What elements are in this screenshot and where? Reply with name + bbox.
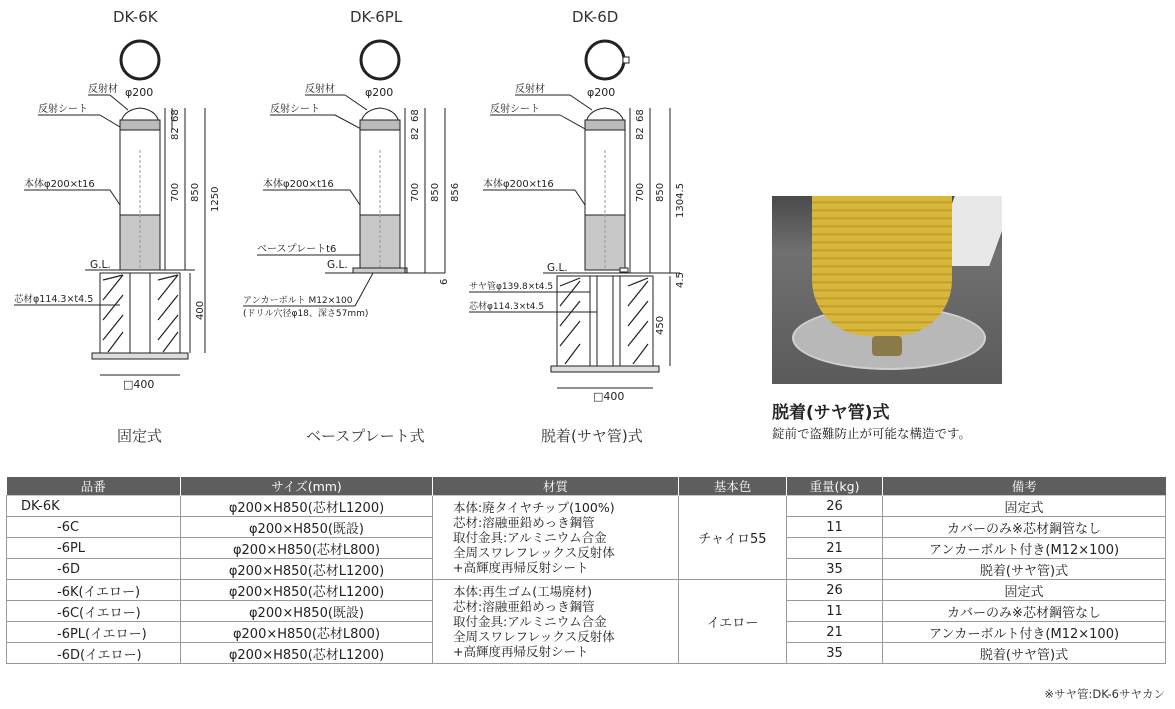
cell-note: 脱着(サヤ管)式 xyxy=(883,559,1166,580)
cell-note: カバーのみ※芯材鋼管なし xyxy=(883,601,1166,622)
dim-68: 68 xyxy=(410,109,421,122)
dim-400: 400 xyxy=(195,300,206,320)
cell-code: -6D(イエロー) xyxy=(7,643,181,664)
header-material: 材質 xyxy=(433,477,679,496)
label-body: 本体φ200×t16 xyxy=(24,179,95,190)
dim-700: 700 xyxy=(635,182,646,202)
dim-850: 850 xyxy=(655,182,666,202)
label-gl: G.L. xyxy=(547,262,568,274)
label-reflector: 反射材 xyxy=(515,84,545,95)
label-gl: G.L. xyxy=(327,259,348,271)
label-core-pipe: 芯材φ114.3×t4.5 xyxy=(469,302,545,312)
dim-850: 850 xyxy=(190,182,201,202)
cell-code: -6C xyxy=(7,517,181,538)
footnote: ※サヤ管:DK-6サヤカン xyxy=(1044,687,1165,701)
cell-color: チャイロ55 xyxy=(679,496,787,580)
product-photo xyxy=(772,196,1002,384)
cell-size: φ200×H850(芯材L800) xyxy=(181,538,433,559)
drawing-dk6d xyxy=(465,30,705,405)
caption-removable: 脱着(サヤ管)式 xyxy=(541,427,643,445)
model-title-dk6pl: DK-6PL xyxy=(350,8,403,26)
model-title-dk6k: DK-6K xyxy=(113,8,158,26)
cell-size: φ200×H850(既設) xyxy=(181,601,433,622)
cell-size: φ200×H850(芯材L800) xyxy=(181,622,433,643)
cell-weight: 26 xyxy=(787,496,883,517)
cell-size: φ200×H850(芯材L1200) xyxy=(181,496,433,517)
header-weight: 重量(kg) xyxy=(787,477,883,496)
cell-weight: 21 xyxy=(787,622,883,643)
label-reflector: 反射材 xyxy=(88,84,118,95)
dim-850: 850 xyxy=(430,182,441,202)
label-gl: G.L. xyxy=(90,259,111,271)
header-size: サイズ(mm) xyxy=(181,477,433,496)
dim-700: 700 xyxy=(170,182,181,202)
cell-note: アンカーボルト付き(M12×100) xyxy=(883,538,1166,559)
cell-code: -6PL(イエロー) xyxy=(7,622,181,643)
cell-code: DK-6K xyxy=(7,496,181,517)
cell-color: イエロー xyxy=(679,580,787,664)
table-row xyxy=(7,496,1166,517)
cell-code: -6C(イエロー) xyxy=(7,601,181,622)
label-sleeve-pipe: サヤ管φ139.8×t4.5 xyxy=(469,282,554,292)
cell-code: -6PL xyxy=(7,538,181,559)
material-line: 取付金具:アルミニウム合金 xyxy=(453,614,607,629)
dim-1304: 1304.5 xyxy=(675,183,686,218)
cell-code: -6K(イエロー) xyxy=(7,580,181,601)
caption-fixed: 固定式 xyxy=(117,427,163,445)
caption-base-plate: ベースプレート式 xyxy=(306,427,425,445)
label-core-pipe: 芯材φ114.3×t4.5 xyxy=(14,294,94,305)
cell-note: カバーのみ※芯材鋼管なし xyxy=(883,517,1166,538)
material-line: +高輝度再帰反射シート xyxy=(453,644,589,659)
material-line: 全周スワレフレックス反射体 xyxy=(453,545,615,560)
cell-code: -6D xyxy=(7,559,181,580)
dim-856: 856 xyxy=(450,182,461,202)
dim-6: 6 xyxy=(439,278,450,285)
drawing-dk6k xyxy=(0,30,240,400)
material-line: 芯材:溶融亜鉛めっき鋼管 xyxy=(453,515,595,530)
drawing-dk6pl xyxy=(235,30,465,330)
label-diameter: φ200 xyxy=(587,86,616,99)
cell-note: 脱着(サヤ管)式 xyxy=(883,643,1166,664)
material-line: +高輝度再帰反射シート xyxy=(453,560,589,575)
dim-450: 450 xyxy=(655,315,666,335)
dim-1250: 1250 xyxy=(210,186,221,212)
label-anchor-note: (ドリル穴径φ18、深さ57mm) xyxy=(243,309,369,319)
dim-700: 700 xyxy=(410,182,421,202)
photo-description: 錠前で盗難防止が可能な構造です。 xyxy=(772,426,972,441)
cell-weight: 35 xyxy=(787,643,883,664)
dim-68: 68 xyxy=(170,109,181,122)
cell-note: 固定式 xyxy=(883,496,1166,517)
cell-material xyxy=(433,496,679,580)
model-title-dk6d: DK-6D xyxy=(572,8,619,26)
label-foundation: □400 xyxy=(593,390,625,403)
label-diameter: φ200 xyxy=(365,86,394,99)
cell-weight: 26 xyxy=(787,580,883,601)
material-line: 芯材:溶融亜鉛めっき鋼管 xyxy=(453,599,595,614)
cell-weight: 35 xyxy=(787,559,883,580)
cell-weight: 21 xyxy=(787,538,883,559)
label-body: 本体φ200×t16 xyxy=(483,179,554,190)
label-reflective-sheet: 反射シート xyxy=(490,104,540,115)
label-base-plate: ベースプレートt6 xyxy=(257,244,337,255)
table-row xyxy=(7,580,1166,601)
material-line: 取付金具:アルミニウム合金 xyxy=(453,530,607,545)
photo-title: 脱着(サヤ管)式 xyxy=(772,403,890,423)
label-reflective-sheet: 反射シート xyxy=(270,104,320,115)
label-diameter: φ200 xyxy=(125,86,154,99)
header-note: 備考 xyxy=(883,477,1166,496)
dim-4-5: 4.5 xyxy=(675,272,686,288)
header-color: 基本色 xyxy=(679,477,787,496)
cell-weight: 11 xyxy=(787,517,883,538)
label-anchor-bolt: アンカーボルト M12×100 xyxy=(243,296,353,306)
label-reflector: 反射材 xyxy=(305,84,335,95)
cell-note: アンカーボルト付き(M12×100) xyxy=(883,622,1166,643)
cell-size: φ200×H850(芯材L1200) xyxy=(181,559,433,580)
label-foundation: □400 xyxy=(123,378,155,391)
material-line: 本体:再生ゴム(工場廃材) xyxy=(453,584,592,599)
label-reflective-sheet: 反射シート xyxy=(38,104,88,115)
dim-82: 82 xyxy=(635,127,646,140)
cell-size: φ200×H850(芯材L1200) xyxy=(181,580,433,601)
cell-size: φ200×H850(既設) xyxy=(181,517,433,538)
cell-size: φ200×H850(芯材L1200) xyxy=(181,643,433,664)
material-line: 本体:廃タイヤチップ(100%) xyxy=(453,500,615,515)
dim-68: 68 xyxy=(635,109,646,122)
header-code: 品番 xyxy=(7,477,181,496)
cell-weight: 11 xyxy=(787,601,883,622)
label-body: 本体φ200×t16 xyxy=(263,179,334,190)
dim-82: 82 xyxy=(410,127,421,140)
cell-material xyxy=(433,580,679,664)
spec-table xyxy=(6,477,1166,664)
material-line: 全周スワレフレックス反射体 xyxy=(453,629,615,644)
dim-82: 82 xyxy=(170,127,181,140)
cell-note: 固定式 xyxy=(883,580,1166,601)
table-header-row xyxy=(7,477,1166,496)
